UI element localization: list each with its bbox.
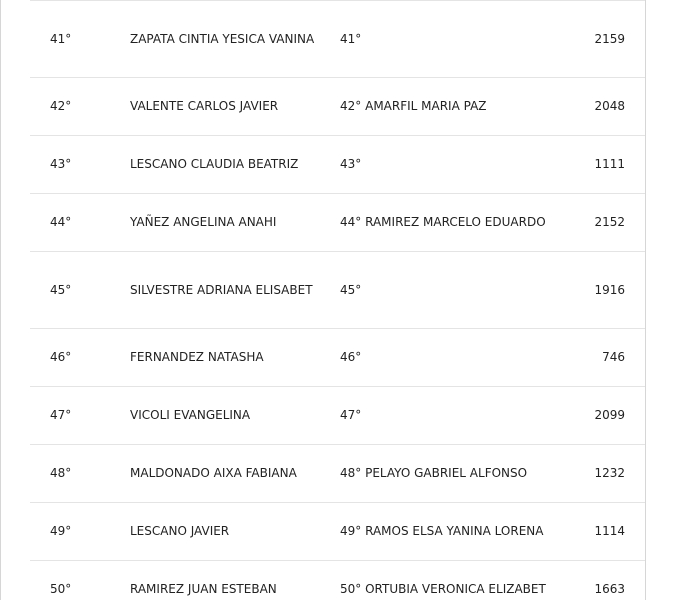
number-cell: 1111 bbox=[594, 157, 625, 171]
second-name: RAMIREZ MARCELO EDUARDO bbox=[365, 215, 546, 229]
number-cell: 746 bbox=[602, 350, 625, 364]
position-cell: 49° bbox=[50, 524, 72, 538]
second-name: RAMOS ELSA YANINA LORENA bbox=[365, 524, 544, 538]
table-left-border bbox=[0, 0, 1, 600]
position-cell: 42° bbox=[50, 99, 72, 113]
results-table bbox=[30, 0, 645, 600]
name-cell: VICOLI EVANGELINA bbox=[130, 408, 251, 422]
second-position-name-cell bbox=[340, 194, 575, 252]
table-row bbox=[30, 387, 645, 445]
second-position-name-cell bbox=[340, 329, 575, 387]
second-position-name-cell bbox=[340, 445, 575, 503]
number-cell: 1916 bbox=[594, 282, 625, 297]
second-position-name-cell bbox=[340, 136, 575, 194]
second-position: 43° bbox=[340, 157, 362, 171]
table-row bbox=[30, 445, 645, 503]
number-cell: 1114 bbox=[594, 524, 625, 538]
table-row bbox=[30, 1, 645, 78]
table-row bbox=[30, 252, 645, 329]
position-cell: 45° bbox=[50, 282, 72, 297]
second-position: 47° bbox=[340, 408, 362, 422]
number-cell: 2152 bbox=[594, 215, 625, 229]
position-cell: 46° bbox=[50, 350, 72, 364]
position-cell: 48° bbox=[50, 466, 72, 480]
table-row bbox=[30, 503, 645, 561]
name-cell: LESCANO CLAUDIA BEATRIZ bbox=[130, 157, 299, 171]
table-row bbox=[30, 329, 645, 387]
name-cell: YAÑEZ ANGELINA ANAHI bbox=[130, 215, 277, 229]
name-cell: ZAPATA CINTIA YESICA VANINA bbox=[130, 31, 315, 46]
second-position: 49° bbox=[340, 524, 362, 538]
second-position-name-cell bbox=[340, 387, 575, 445]
second-position-name-cell bbox=[340, 252, 575, 329]
number-cell: 2048 bbox=[594, 99, 625, 113]
position-cell: 44° bbox=[50, 215, 72, 229]
table-right-border bbox=[645, 0, 646, 600]
second-name: ORTUBIA VERONICA ELIZABET bbox=[365, 582, 546, 596]
number-cell: 1232 bbox=[594, 466, 625, 480]
number-cell: 2159 bbox=[594, 31, 625, 46]
table-row bbox=[30, 78, 645, 136]
second-position-name-cell bbox=[340, 561, 575, 600]
results-table-body bbox=[30, 1, 645, 600]
second-position: 50° bbox=[340, 582, 362, 596]
position-cell: 43° bbox=[50, 157, 72, 171]
second-position-name-cell bbox=[340, 1, 575, 78]
second-position: 48° bbox=[340, 466, 362, 480]
position-cell: 50° bbox=[50, 582, 72, 596]
name-cell: FERNANDEZ NATASHA bbox=[130, 350, 264, 364]
name-cell: MALDONADO AIXA FABIANA bbox=[130, 466, 297, 480]
second-position-name-cell bbox=[340, 78, 575, 136]
second-position: 41° bbox=[340, 31, 362, 46]
name-cell: SILVESTRE ADRIANA ELISABET bbox=[130, 282, 313, 297]
name-cell: RAMIREZ JUAN ESTEBAN bbox=[130, 582, 277, 596]
second-position: 44° bbox=[340, 215, 362, 229]
second-position: 45° bbox=[340, 282, 362, 297]
number-cell: 2099 bbox=[594, 408, 625, 422]
table-row bbox=[30, 136, 645, 194]
position-cell: 47° bbox=[50, 408, 72, 422]
table-row bbox=[30, 561, 645, 600]
second-position: 46° bbox=[340, 350, 362, 364]
second-position: 42° bbox=[340, 99, 362, 113]
second-name: AMARFIL MARIA PAZ bbox=[365, 99, 487, 113]
name-cell: LESCANO JAVIER bbox=[130, 524, 230, 538]
second-name: PELAYO GABRIEL ALFONSO bbox=[365, 466, 528, 480]
table-row bbox=[30, 194, 645, 252]
second-position-name-cell bbox=[340, 503, 575, 561]
number-cell: 1663 bbox=[594, 582, 625, 596]
position-cell: 41° bbox=[50, 31, 72, 46]
name-cell: VALENTE CARLOS JAVIER bbox=[130, 99, 279, 113]
